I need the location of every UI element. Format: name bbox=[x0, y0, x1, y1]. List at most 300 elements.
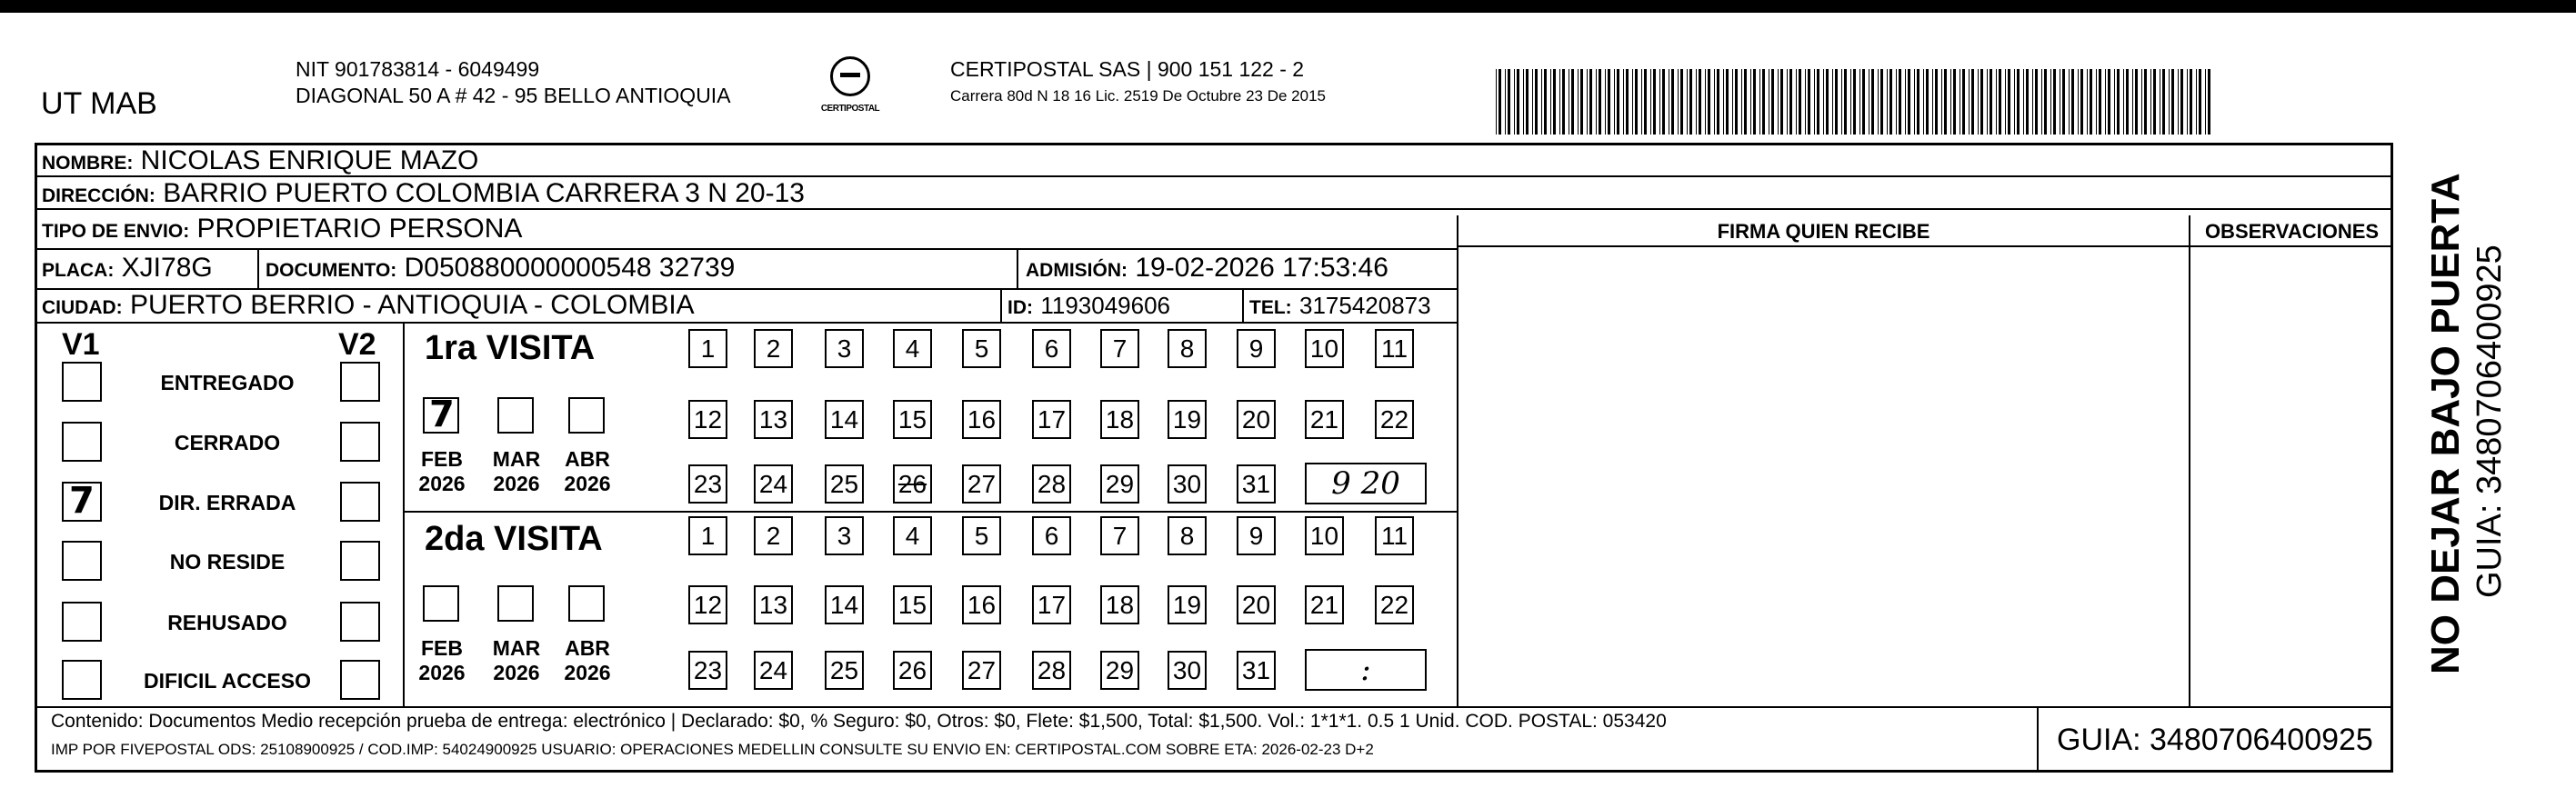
rule-5 bbox=[35, 322, 1458, 324]
visit-1-month-label-abr bbox=[556, 447, 619, 496]
barcode-bar bbox=[1596, 69, 1597, 135]
barcode-bar bbox=[2196, 69, 2197, 135]
barcode-bar bbox=[2078, 69, 2079, 135]
barcode-bar bbox=[1778, 69, 1779, 135]
barcode-bar bbox=[1626, 69, 1629, 135]
barcode-bar bbox=[1498, 69, 1501, 135]
direccion-value: BARRIO PUERTO COLOMBIA CARRERA 3 N 20-13 bbox=[163, 178, 805, 208]
v2-header: V2 bbox=[338, 327, 376, 362]
barcode-bar bbox=[1541, 69, 1542, 135]
visit-1-month-mark: 7 bbox=[429, 394, 455, 435]
visit-2-day-13[interactable]: 13 bbox=[754, 585, 793, 624]
barcode-bar bbox=[1923, 69, 1924, 135]
barcode-bar bbox=[1814, 69, 1815, 135]
barcode-bar bbox=[2080, 69, 2083, 135]
barcode-bar bbox=[2178, 69, 2179, 135]
barcode-bar bbox=[2108, 69, 2110, 135]
visit-1-day-12[interactable]: 12 bbox=[688, 400, 727, 439]
visit-1-day-30[interactable]: 30 bbox=[1168, 464, 1207, 504]
div-guia bbox=[2037, 706, 2039, 773]
barcode-bar bbox=[1789, 69, 1792, 135]
month-name: ABR bbox=[565, 636, 610, 660]
barcode-bar bbox=[2035, 69, 2038, 135]
visit-2-title: 2da VISITA bbox=[425, 520, 603, 558]
visit-1-day-15[interactable]: 15 bbox=[893, 400, 932, 439]
tel-label: TEL: bbox=[1249, 297, 1292, 318]
month-year: 2026 bbox=[418, 472, 466, 495]
barcode-bar bbox=[1589, 69, 1592, 135]
visit-2-day-18[interactable]: 18 bbox=[1100, 585, 1139, 624]
v2-checkbox-entregado[interactable] bbox=[340, 362, 380, 402]
visit-2-month-feb-checkbox[interactable] bbox=[423, 585, 459, 622]
barcode-bar bbox=[2169, 69, 2170, 135]
visit-2-month-label-mar bbox=[485, 636, 548, 685]
month-year: 2026 bbox=[493, 661, 540, 684]
month-name: FEB bbox=[421, 636, 463, 660]
visit-2-day-8[interactable]: 8 bbox=[1168, 516, 1207, 555]
barcode-bar bbox=[1896, 69, 1897, 135]
barcode-bar bbox=[1532, 69, 1533, 135]
top-border bbox=[0, 0, 2576, 13]
visit-2-day-2[interactable]: 2 bbox=[754, 516, 793, 555]
visit-2-day-6[interactable]: 6 bbox=[1032, 516, 1071, 555]
visit-1-day-22[interactable]: 22 bbox=[1375, 400, 1414, 439]
side-guia-text: GUIA: 3480706400925 bbox=[2471, 244, 2509, 598]
barcode-bar bbox=[1859, 69, 1860, 135]
barcode-bar bbox=[2205, 69, 2206, 135]
barcode-bar bbox=[1578, 69, 1579, 135]
barcode-bar bbox=[1632, 69, 1633, 135]
barcode-bar bbox=[1708, 69, 1710, 135]
barcode-bar bbox=[1680, 69, 1683, 135]
id-label: ID: bbox=[1007, 297, 1033, 318]
barcode-bar bbox=[1808, 69, 1810, 135]
barcode-bar bbox=[1962, 69, 1965, 135]
sender-info bbox=[296, 56, 731, 109]
barcode-bar bbox=[1614, 69, 1615, 135]
placa-label: PLACA: bbox=[42, 260, 115, 281]
v2-checkbox-no-reside[interactable] bbox=[340, 541, 380, 581]
visit-2-month-mar-checkbox[interactable] bbox=[497, 585, 534, 622]
v1-checkbox-dificil-acceso[interactable] bbox=[62, 660, 102, 700]
barcode-bar bbox=[2050, 69, 2051, 135]
barcode-bar bbox=[1750, 69, 1751, 135]
placa-cell bbox=[42, 254, 213, 284]
barcode-bar bbox=[1562, 69, 1565, 135]
barcode-bar bbox=[1799, 69, 1801, 135]
barcode-bar bbox=[1944, 69, 1947, 135]
visit-2-day-24[interactable]: 24 bbox=[754, 651, 793, 690]
barcode-bar bbox=[1871, 69, 1874, 135]
barcode-bar bbox=[1999, 69, 2001, 135]
sender-address: DIAGONAL 50 A # 42 - 95 BELLO ANTIOQUIA bbox=[296, 84, 731, 107]
barcode-bar bbox=[1526, 69, 1529, 135]
barcode-bar bbox=[1735, 69, 1738, 135]
status-label-no-reside: NO RESIDE bbox=[169, 550, 286, 574]
admision-label: ADMISIÓN: bbox=[1026, 260, 1128, 281]
id-value: 1193049606 bbox=[1040, 292, 1171, 319]
direccion-label: DIRECCIÓN: bbox=[42, 185, 155, 206]
v1-checkbox-dir-errada[interactable] bbox=[62, 482, 102, 522]
v2-checkbox-rehusado[interactable] bbox=[340, 602, 380, 642]
barcode-bar bbox=[1726, 69, 1729, 135]
v1-header: V1 bbox=[62, 327, 100, 362]
div-placa bbox=[257, 248, 259, 288]
barcode-bar bbox=[1544, 69, 1547, 135]
tipo-envio-row bbox=[42, 215, 522, 245]
visit-2-day-7[interactable]: 7 bbox=[1100, 516, 1139, 555]
visit-1-title: 1ra VISITA bbox=[425, 329, 596, 367]
barcode-bar bbox=[1817, 69, 1819, 135]
barcode-bar bbox=[2062, 69, 2065, 135]
firma-header: FIRMA QUIEN RECIBE bbox=[1717, 220, 1930, 243]
barcode-bar bbox=[1553, 69, 1556, 135]
footer-contents: Contenido: Documentos Medio recepción prueba de entrega: electrónico | Declarado: $0, % Seguro: $0, Otros: $0, Flete: $1,500, Total: $1,500. Vol.: 1*1*1. 0.5 1 Unid. COD. POSTAL: 053420 bbox=[51, 711, 1667, 732]
barcode-bar bbox=[2026, 69, 2029, 135]
barcode-bar bbox=[1550, 69, 1551, 135]
rule-footer bbox=[35, 706, 2393, 708]
visit-2-month-label-feb bbox=[410, 636, 474, 685]
visit-1-day-29[interactable]: 29 bbox=[1100, 464, 1139, 504]
documento-cell bbox=[266, 254, 735, 284]
visit-2-day-30[interactable]: 30 bbox=[1168, 651, 1207, 690]
carrier-license: Carrera 80d N 18 16 Lic. 2519 De Octubre 23 De 2015 bbox=[950, 87, 1326, 105]
barcode-bar bbox=[1990, 69, 1992, 135]
barcode-bar bbox=[1908, 69, 1910, 135]
month-year: 2026 bbox=[418, 661, 466, 684]
barcode-bar bbox=[1517, 69, 1519, 135]
visit-1-day-6[interactable]: 6 bbox=[1032, 329, 1071, 368]
barcode-bar bbox=[1996, 69, 1997, 135]
id-cell bbox=[1007, 292, 1170, 322]
side-warning-panel bbox=[2402, 164, 2521, 682]
barcode-bar bbox=[2114, 69, 2115, 135]
barcode-bar bbox=[1759, 69, 1760, 135]
footer-print-info: IMP POR FIVEPOSTAL ODS: 25108900925 / COD.IMP: 54024900925 USUARIO: OPERACIONES MEDELLIN CONSULTE SU ENVIO EN: CERTIPOSTAL.COM SOBRE ETA: 2026-02-23 D+2 bbox=[51, 741, 1374, 758]
barcode-bar bbox=[1732, 69, 1733, 135]
visit-1-day-1[interactable]: 1 bbox=[688, 329, 727, 368]
visit-2-day-17[interactable]: 17 bbox=[1032, 585, 1071, 624]
visit-2-day-19[interactable]: 19 bbox=[1168, 585, 1207, 624]
barcode-bar bbox=[2187, 69, 2188, 135]
div-admision bbox=[1017, 248, 1018, 288]
certipostal-logo bbox=[814, 56, 887, 114]
visit-1-day-2[interactable]: 2 bbox=[754, 329, 793, 368]
visit-1-month-abr-checkbox[interactable] bbox=[568, 397, 605, 434]
barcode-bar bbox=[2032, 69, 2033, 135]
visit-1-day-8[interactable]: 8 bbox=[1168, 329, 1207, 368]
visit-2-day-28[interactable]: 28 bbox=[1032, 651, 1071, 690]
barcode-bar bbox=[2023, 69, 2024, 135]
barcode-bar bbox=[2150, 69, 2151, 135]
barcode-bar bbox=[1878, 69, 1879, 135]
v2-checkbox-dir-errada[interactable] bbox=[340, 482, 380, 522]
visit-1-month-label-mar bbox=[485, 447, 548, 496]
month-name: MAR bbox=[492, 636, 541, 660]
admision-cell bbox=[1026, 254, 1388, 284]
barcode-bar bbox=[1699, 69, 1701, 135]
visit-2-day-25[interactable]: 25 bbox=[825, 651, 864, 690]
div-status bbox=[403, 322, 405, 707]
barcode-bar bbox=[1696, 69, 1697, 135]
barcode-bar bbox=[1617, 69, 1619, 135]
documento-value: D050880000000548 32739 bbox=[404, 253, 736, 283]
visit-1-day-4[interactable]: 4 bbox=[893, 329, 932, 368]
rule-visits bbox=[403, 511, 1458, 513]
visit-1-time-box: 9 20 bbox=[1305, 463, 1427, 504]
visit-2-day-3[interactable]: 3 bbox=[825, 516, 864, 555]
visit-2-day-22[interactable]: 22 bbox=[1375, 585, 1414, 624]
barcode-bar bbox=[1832, 69, 1833, 135]
div-tel bbox=[1242, 288, 1244, 322]
barcode-bar bbox=[1623, 69, 1624, 135]
barcode-bar bbox=[1496, 69, 1497, 135]
visit-1-day-26[interactable]: 26 bbox=[893, 464, 932, 504]
barcode-bar bbox=[1841, 69, 1842, 135]
barcode-bar bbox=[1523, 69, 1524, 135]
barcode-bar bbox=[2162, 69, 2165, 135]
col-head-rule bbox=[1457, 245, 2393, 247]
barcode-bar bbox=[1826, 69, 1829, 135]
barcode-bar bbox=[2153, 69, 2156, 135]
barcode-bar bbox=[1741, 69, 1742, 135]
visit-1-day-25[interactable]: 25 bbox=[825, 464, 864, 504]
visit-2-day-9[interactable]: 9 bbox=[1237, 516, 1276, 555]
logo-text: CERTIPOSTAL bbox=[820, 104, 880, 114]
logo-icon bbox=[830, 56, 870, 96]
visit-2-month-label-abr bbox=[556, 636, 619, 685]
visit-2-day-5[interactable]: 5 bbox=[962, 516, 1001, 555]
tel-value: 3175420873 bbox=[1299, 292, 1431, 319]
v2-checkbox-dificil-acceso[interactable] bbox=[340, 660, 380, 700]
barcode-bar bbox=[2180, 69, 2183, 135]
barcode-bar bbox=[2199, 69, 2201, 135]
v1-check-mark: 7 bbox=[69, 480, 95, 522]
barcode-bar bbox=[2005, 69, 2006, 135]
company-code: UT MAB bbox=[41, 86, 157, 121]
barcode-bar bbox=[1844, 69, 1847, 135]
barcode-bar bbox=[1980, 69, 1983, 135]
visit-1-day-23[interactable]: 23 bbox=[688, 464, 727, 504]
visit-1-day-5[interactable]: 5 bbox=[962, 329, 1001, 368]
barcode-bar bbox=[1762, 69, 1765, 135]
barcode-bar bbox=[2071, 69, 2074, 135]
tipo-envio-label: TIPO DE ENVIO: bbox=[42, 221, 190, 242]
nombre-row bbox=[42, 147, 478, 177]
barcode-bar bbox=[2141, 69, 2142, 135]
barcode-bar bbox=[1644, 69, 1647, 135]
visit-2-month-abr-checkbox[interactable] bbox=[568, 585, 605, 622]
v1-checkbox-no-reside[interactable] bbox=[62, 541, 102, 581]
barcode-bar bbox=[1505, 69, 1506, 135]
visit-1-day-27[interactable]: 27 bbox=[962, 464, 1001, 504]
carrier-line: CERTIPOSTAL SAS | 900 151 122 - 2 bbox=[950, 57, 1305, 81]
ciudad-value: PUERTO BERRIO - ANTIOQUIA - COLOMBIA bbox=[130, 290, 695, 320]
carrier-info bbox=[950, 56, 1326, 109]
barcode-bar bbox=[1835, 69, 1838, 135]
barcode-bar bbox=[2014, 69, 2015, 135]
visit-1-day-21[interactable]: 21 bbox=[1305, 400, 1344, 439]
status-label-rehusado: REHUSADO bbox=[167, 611, 287, 634]
barcode-bar bbox=[1653, 69, 1656, 135]
barcode-bar bbox=[1753, 69, 1756, 135]
barcode-bar bbox=[2099, 69, 2101, 135]
visit-2-day-12[interactable]: 12 bbox=[688, 585, 727, 624]
barcode-bar bbox=[1723, 69, 1724, 135]
barcode-bar bbox=[2105, 69, 2106, 135]
barcode-bar bbox=[1650, 69, 1651, 135]
visit-2-day-10[interactable]: 10 bbox=[1305, 516, 1344, 555]
status-label-cerrado: CERRADO bbox=[174, 431, 281, 454]
barcode-bar bbox=[1899, 69, 1901, 135]
visit-2-day-15[interactable]: 15 bbox=[893, 585, 932, 624]
v2-checkbox-cerrado[interactable] bbox=[340, 422, 380, 462]
barcode-bar bbox=[1941, 69, 1942, 135]
visit-2-day-4[interactable]: 4 bbox=[893, 516, 932, 555]
visit-1-day-11[interactable]: 11 bbox=[1375, 329, 1414, 368]
visit-2-day-20[interactable]: 20 bbox=[1237, 585, 1276, 624]
barcode-bar bbox=[1559, 69, 1560, 135]
barcode-bar bbox=[2117, 69, 2120, 135]
month-name: MAR bbox=[492, 447, 541, 471]
div-id bbox=[1000, 288, 1002, 322]
barcode-bar bbox=[1689, 69, 1692, 135]
rule-3 bbox=[35, 248, 1458, 250]
status-label-dificil-acceso: DIFICIL ACCESO bbox=[143, 669, 311, 693]
barcode-bar bbox=[1659, 69, 1660, 135]
barcode-bar bbox=[1850, 69, 1851, 135]
barcode-bar bbox=[1796, 69, 1797, 135]
barcode-bar bbox=[1608, 69, 1610, 135]
barcode-bar bbox=[2190, 69, 2192, 135]
observaciones-header: OBSERVACIONES bbox=[2204, 220, 2380, 243]
visit-2-time-box: : bbox=[1305, 649, 1427, 691]
barcode-bar bbox=[1950, 69, 1951, 135]
footer-guia: GUIA: 3480706400925 bbox=[2057, 723, 2373, 757]
barcode-bar bbox=[1580, 69, 1583, 135]
visit-1-day-19[interactable]: 19 bbox=[1168, 400, 1207, 439]
visit-1-day-16[interactable]: 16 bbox=[962, 400, 1001, 439]
barcode-bar bbox=[2135, 69, 2138, 135]
v1-checkbox-cerrado[interactable] bbox=[62, 422, 102, 462]
visit-1-day-3[interactable]: 3 bbox=[825, 329, 864, 368]
visit-2-day-27[interactable]: 27 bbox=[962, 651, 1001, 690]
v1-checkbox-rehusado[interactable] bbox=[62, 602, 102, 642]
visit-2-day-1[interactable]: 1 bbox=[688, 516, 727, 555]
barcode bbox=[1496, 69, 2214, 135]
barcode-bar bbox=[2053, 69, 2056, 135]
v1-checkbox-entregado[interactable] bbox=[62, 362, 102, 402]
barcode-bar bbox=[1917, 69, 1919, 135]
barcode-bar bbox=[1914, 69, 1915, 135]
visit-1-day-13[interactable]: 13 bbox=[754, 400, 793, 439]
visit-2-day-21[interactable]: 21 bbox=[1305, 585, 1344, 624]
barcode-bar bbox=[2069, 69, 2070, 135]
tel-cell bbox=[1249, 292, 1431, 322]
visit-2-day-16[interactable]: 16 bbox=[962, 585, 1001, 624]
visit-1-day-10[interactable]: 10 bbox=[1305, 329, 1344, 368]
visit-1-day-14[interactable]: 14 bbox=[825, 400, 864, 439]
barcode-bar bbox=[1887, 69, 1888, 135]
documento-label: DOCUMENTO: bbox=[266, 260, 397, 281]
barcode-bar bbox=[2017, 69, 2020, 135]
barcode-bar bbox=[1971, 69, 1974, 135]
side-warning-text: NO DEJAR BAJO PUERTA bbox=[2423, 173, 2468, 674]
visit-1-day-18[interactable]: 18 bbox=[1100, 400, 1139, 439]
barcode-bar bbox=[1926, 69, 1929, 135]
barcode-bar bbox=[1687, 69, 1688, 135]
barcode-bar bbox=[1705, 69, 1706, 135]
barcode-bar bbox=[1571, 69, 1574, 135]
direccion-row bbox=[42, 180, 805, 210]
visit-1-day-17[interactable]: 17 bbox=[1032, 400, 1071, 439]
visit-1-day-9[interactable]: 9 bbox=[1237, 329, 1276, 368]
tipo-envio-value: PROPIETARIO PERSONA bbox=[196, 214, 523, 244]
visit-1-day-20[interactable]: 20 bbox=[1237, 400, 1276, 439]
barcode-bar bbox=[1641, 69, 1642, 135]
barcode-bar bbox=[1671, 69, 1674, 135]
barcode-bar bbox=[1771, 69, 1774, 135]
visit-1-month-feb-checkbox[interactable] bbox=[423, 394, 459, 435]
barcode-bar bbox=[2041, 69, 2042, 135]
visit-2-day-23[interactable]: 23 bbox=[688, 651, 727, 690]
barcode-bar bbox=[1514, 69, 1515, 135]
barcode-bar bbox=[1635, 69, 1638, 135]
visit-1-month-mar-checkbox[interactable] bbox=[497, 397, 534, 434]
barcode-bar bbox=[1935, 69, 1938, 135]
barcode-bar bbox=[2087, 69, 2088, 135]
barcode-bar bbox=[1953, 69, 1956, 135]
barcode-bar bbox=[2144, 69, 2147, 135]
visit-1-day-24[interactable]: 24 bbox=[754, 464, 793, 504]
visit-1-day-7[interactable]: 7 bbox=[1100, 329, 1139, 368]
visit-1-day-31[interactable]: 31 bbox=[1237, 464, 1276, 504]
barcode-bar bbox=[2171, 69, 2174, 135]
barcode-bar bbox=[2208, 69, 2210, 135]
barcode-bar bbox=[1862, 69, 1865, 135]
month-name: ABR bbox=[565, 447, 610, 471]
col-firma-left bbox=[1457, 215, 1458, 707]
visit-1-month-label-feb bbox=[410, 447, 474, 496]
col-obs-left bbox=[2189, 215, 2190, 707]
barcode-bar bbox=[1969, 69, 1970, 135]
barcode-bar bbox=[2126, 69, 2129, 135]
barcode-bar bbox=[1905, 69, 1906, 135]
visit-2-day-14[interactable]: 14 bbox=[825, 585, 864, 624]
visit-2-day-29[interactable]: 29 bbox=[1100, 651, 1139, 690]
barcode-bar bbox=[2044, 69, 2047, 135]
admision-value: 19-02-2026 17:53:46 bbox=[1135, 253, 1388, 283]
barcode-bar bbox=[2123, 69, 2124, 135]
barcode-bar bbox=[1853, 69, 1856, 135]
visit-2-day-31[interactable]: 31 bbox=[1237, 651, 1276, 690]
ciudad-label: CIUDAD: bbox=[42, 297, 123, 318]
barcode-bar bbox=[1717, 69, 1719, 135]
placa-value: XJI78G bbox=[121, 253, 213, 283]
visit-2-day-26[interactable]: 26 bbox=[893, 651, 932, 690]
visit-1-day-28[interactable]: 28 bbox=[1032, 464, 1071, 504]
status-label-dir-errada: DIR. ERRADA bbox=[158, 491, 296, 514]
visit-2-day-11[interactable]: 11 bbox=[1375, 516, 1414, 555]
barcode-bar bbox=[1744, 69, 1747, 135]
month-year: 2026 bbox=[564, 661, 611, 684]
barcode-bar bbox=[2096, 69, 2097, 135]
barcode-bar bbox=[2090, 69, 2092, 135]
barcode-bar bbox=[1823, 69, 1824, 135]
barcode-bar bbox=[1599, 69, 1601, 135]
barcode-bar bbox=[1805, 69, 1806, 135]
barcode-bar bbox=[2008, 69, 2010, 135]
